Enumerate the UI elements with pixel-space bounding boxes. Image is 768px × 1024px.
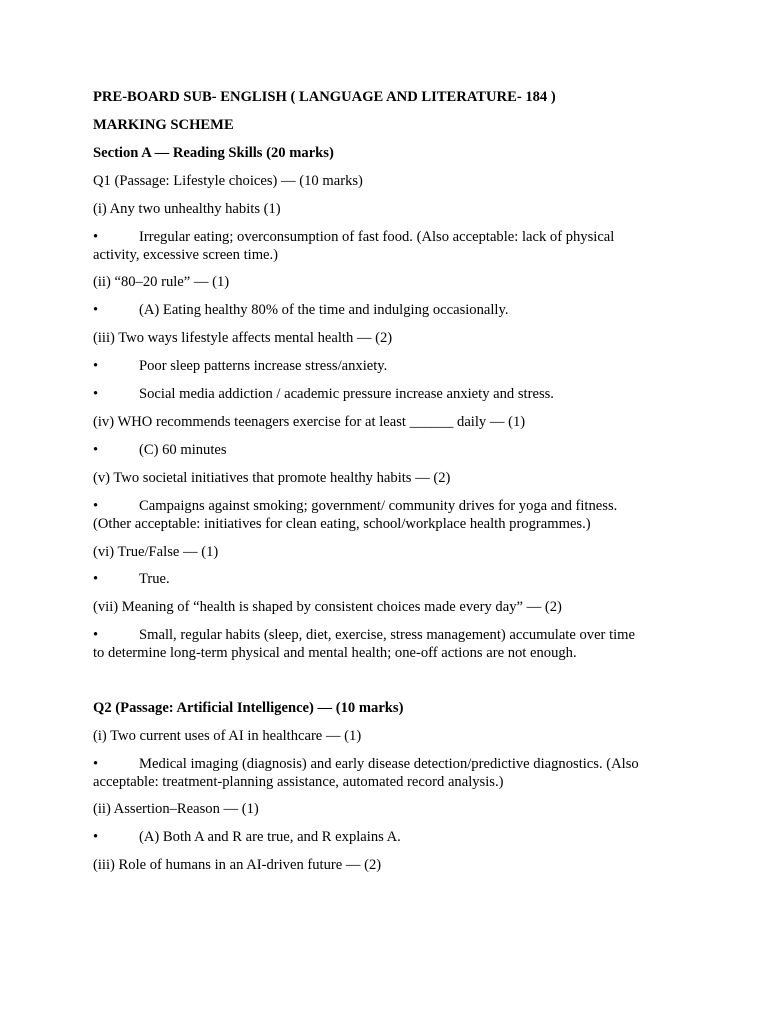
- q1-iii-question: (iii) Two ways lifestyle affects mental health — (2): [93, 330, 393, 346]
- q1-ii-answer: [93, 301, 683, 319]
- q1-i-answer-text: Irregular eating; overconsumption of fast food. (Also acceptable: lack of physical: [139, 229, 615, 245]
- q2-ii-answer: [93, 828, 683, 846]
- document-title: PRE-BOARD SUB- ENGLISH ( LANGUAGE AND LITERATURE- 184 ): [93, 89, 556, 105]
- q1-iii-answer-1: [93, 357, 683, 375]
- q1-iii-answer-1-text: Poor sleep patterns increase stress/anxiety.: [139, 358, 388, 374]
- q2-ii-answer-text: (A) Both A and R are true, and R explains A.: [139, 829, 401, 845]
- q2-ii-question: (ii) Assertion–Reason — (1): [93, 801, 259, 817]
- bullet: •: [93, 627, 99, 643]
- q1-i-answer-cont: activity, excessive screen time.): [93, 247, 279, 263]
- q2-i-answer-cont: acceptable: treatment-planning assistance, automated record analysis.): [93, 774, 504, 790]
- q1-i-question: (i) Any two unhealthy habits (1): [93, 201, 281, 217]
- q1-vi-answer-text: True.: [139, 571, 170, 587]
- q2-i-question: (i) Two current uses of AI in healthcare — (1): [93, 728, 362, 744]
- q1-iii-answer-2-text: Social media addiction / academic pressure increase anxiety and stress.: [139, 386, 554, 402]
- q1-i-answer: [93, 228, 683, 246]
- q1-iii-answer-2: [93, 385, 683, 403]
- bullet: •: [93, 756, 99, 772]
- bullet: •: [93, 442, 99, 458]
- q1-ii-answer-text: (A) Eating healthy 80% of the time and indulging occasionally.: [139, 302, 509, 318]
- q1-vii-question: (vii) Meaning of “health is shaped by consistent choices made every day” — (2): [93, 599, 562, 615]
- q1-vii-answer-text: Small, regular habits (sleep, diet, exercise, stress management) accumulate over time: [139, 627, 636, 643]
- bullet: •: [93, 498, 99, 514]
- q1-v-answer: [93, 497, 683, 515]
- q1-vii-answer-cont: to determine long-term physical and mental health; one-off actions are not enough.: [93, 645, 577, 661]
- bullet: •: [93, 302, 99, 318]
- q1-heading: Q1 (Passage: Lifestyle choices) — (10 marks): [93, 173, 363, 189]
- q1-ii-question: (ii) “80–20 rule” — (1): [93, 274, 230, 290]
- q1-vi-answer: [93, 570, 683, 588]
- section-heading: Section A — Reading Skills (20 marks): [93, 145, 334, 161]
- q1-vii-answer: [93, 626, 683, 644]
- q2-iii-question: (iii) Role of humans in an AI-driven future — (2): [93, 857, 382, 873]
- q1-iv-answer-text: (C) 60 minutes: [139, 442, 227, 458]
- q2-i-answer: [93, 755, 683, 773]
- q1-iv-answer: [93, 441, 683, 459]
- bullet: •: [93, 358, 99, 374]
- q1-iv-question: (iv) WHO recommends teenagers exercise for at least ______ daily — (1): [93, 414, 526, 430]
- bullet: •: [93, 386, 99, 402]
- q1-v-answer-text: Campaigns against smoking; government/ community drives for yoga and fitness.: [139, 498, 618, 514]
- document-subtitle: MARKING SCHEME: [93, 117, 234, 133]
- q1-v-answer-cont: (Other acceptable: initiatives for clean eating, school/workplace health programmes.): [93, 516, 591, 532]
- bullet: •: [93, 571, 99, 587]
- q2-heading: Q2 (Passage: Artificial Intelligence) — (10 marks): [93, 700, 404, 716]
- q2-i-answer-text: Medical imaging (diagnosis) and early disease detection/predictive diagnostics. (Also: [139, 756, 639, 772]
- bullet: •: [93, 829, 99, 845]
- bullet: •: [93, 229, 99, 245]
- q1-v-question: (v) Two societal initiatives that promote healthy habits — (2): [93, 470, 451, 486]
- q1-vi-question: (vi) True/False — (1): [93, 544, 219, 560]
